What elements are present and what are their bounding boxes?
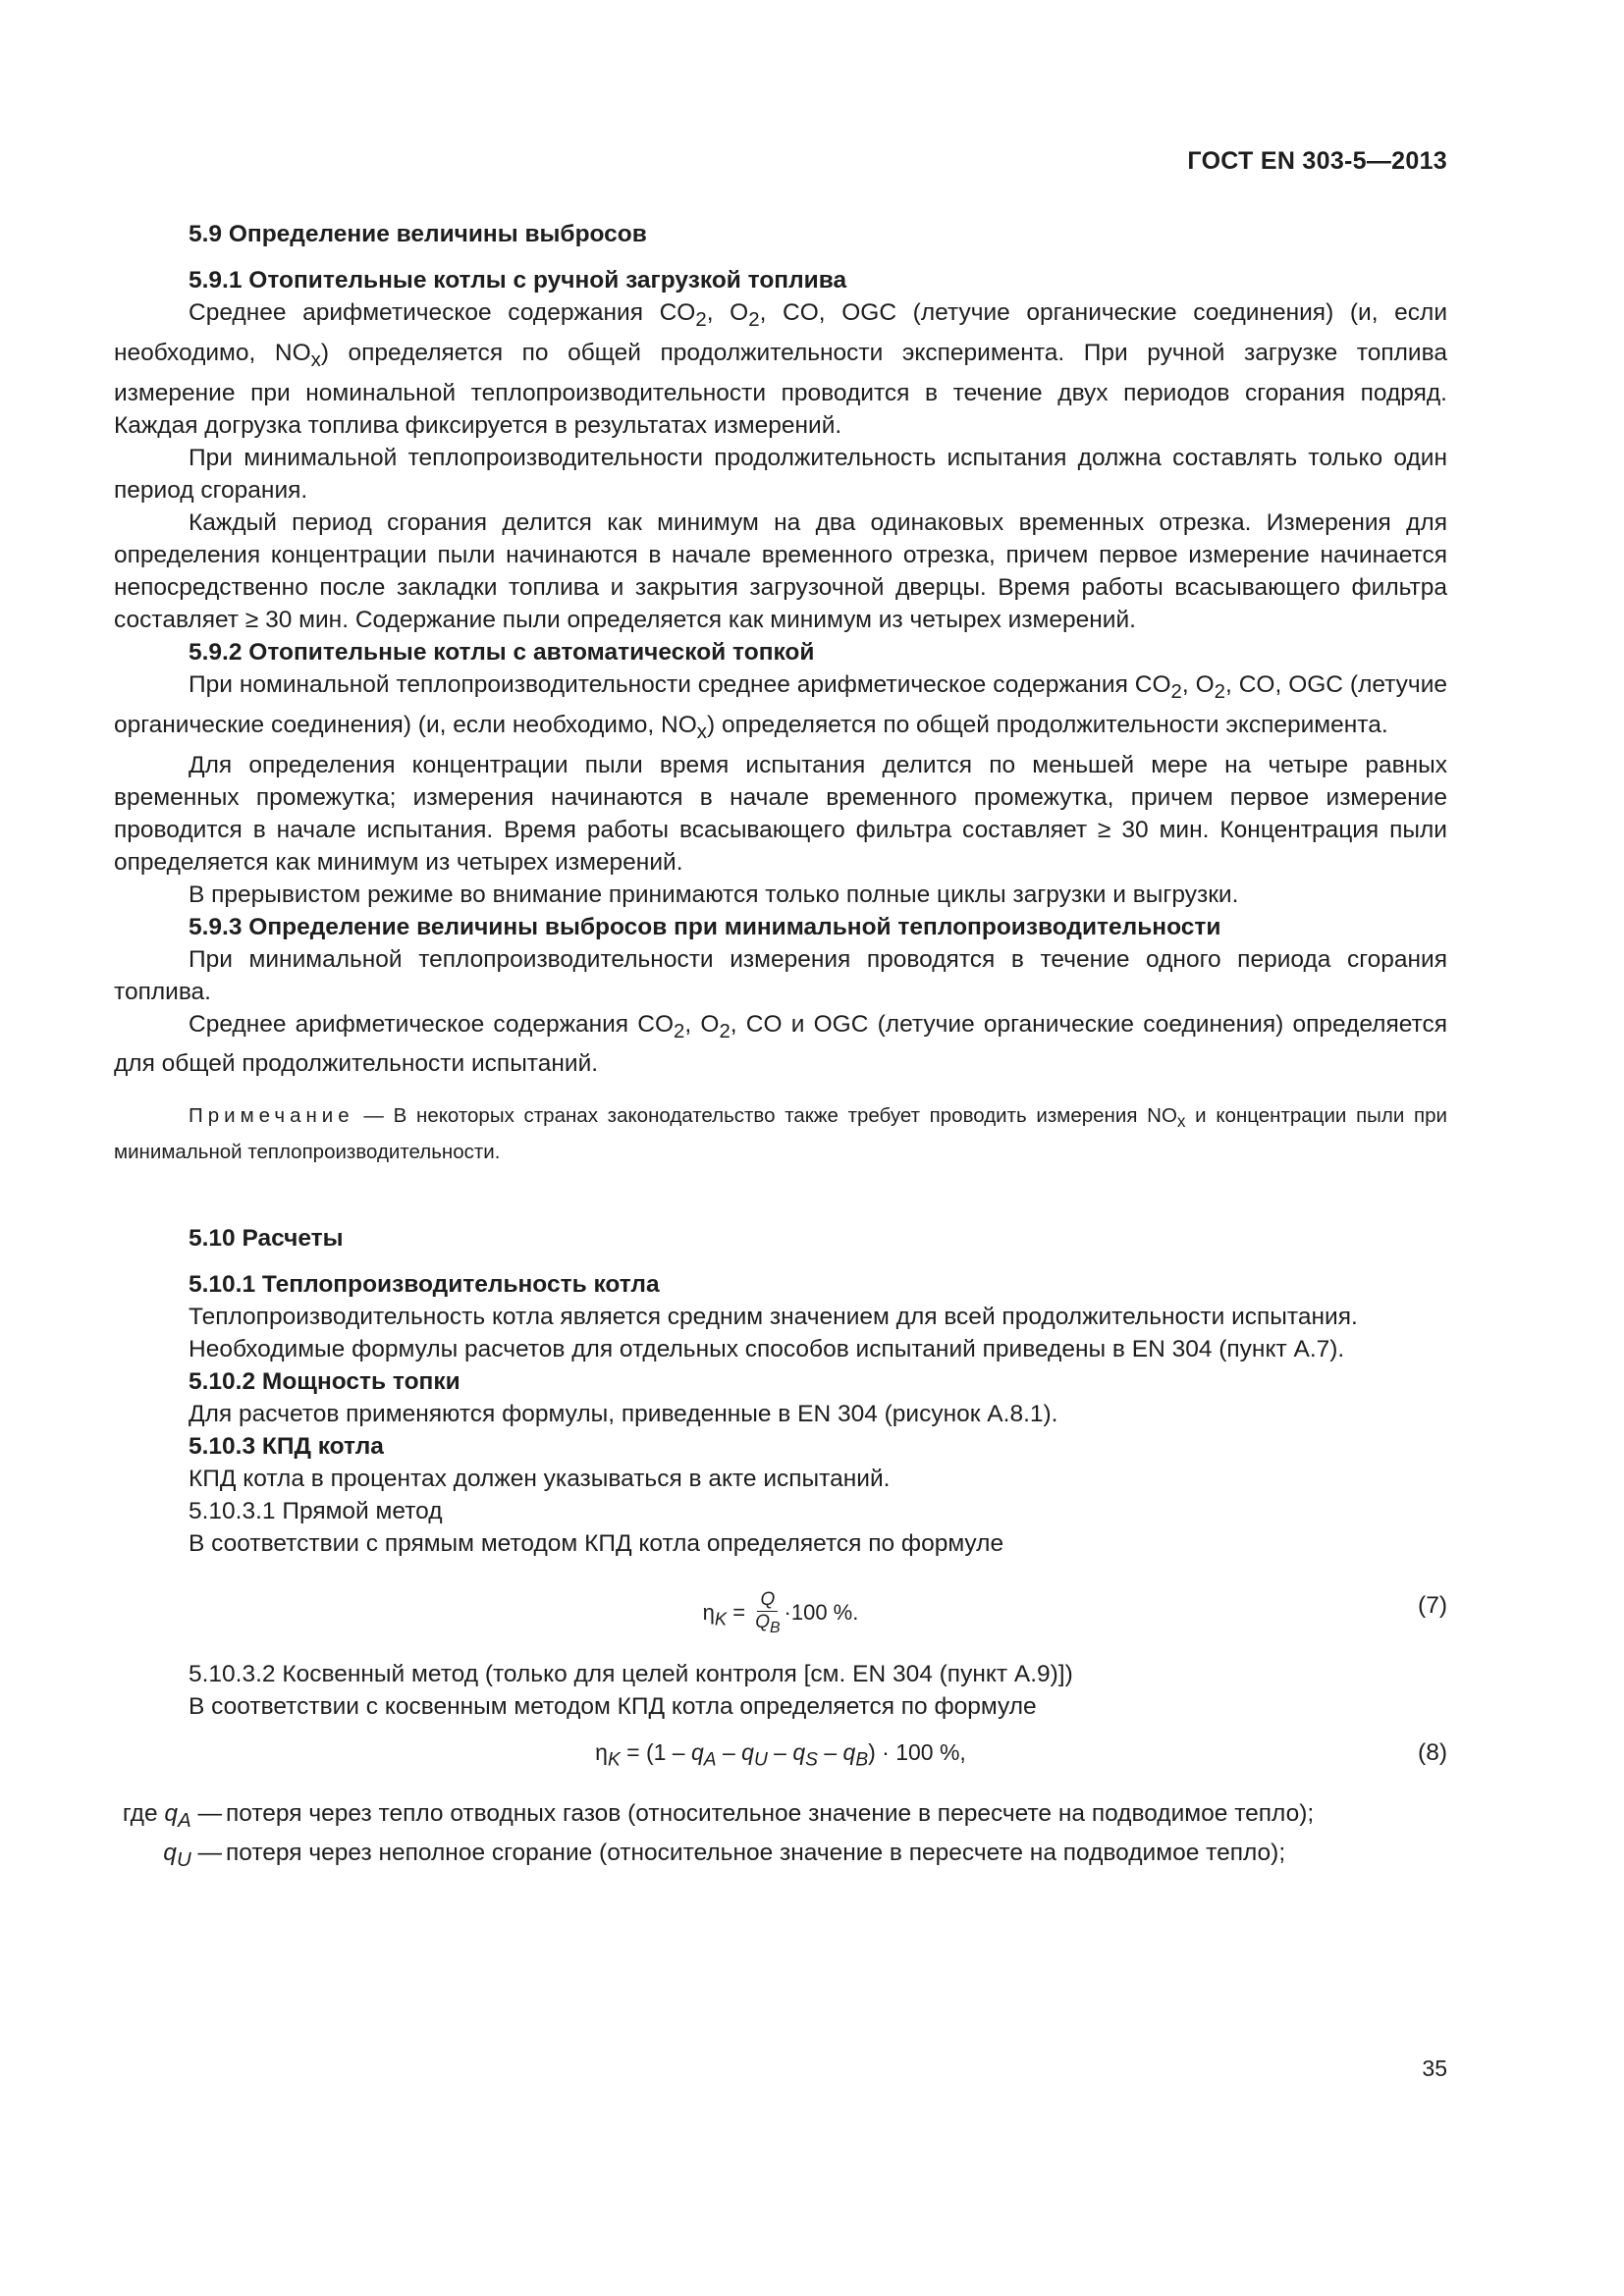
paragraph: В соответствии с прямым методом КПД котла определяется по формуле <box>189 1529 1004 1557</box>
definition-text: потеря через неполное сгорание (относительное значение в пересчете на подводимое тепло); <box>226 1840 1286 1867</box>
paragraph: Для расчетов применяются формулы, приведенные в EN 304 (рисунок А.8.1). <box>189 1400 1058 1427</box>
paragraph: Каждый период сгорания делится как минимум на два одинаковых временных отрезка. Измерения для определения концентрации пыли начинаются в начале временного отрезка, причем первое измерение начинается непосредственно после закладки топлива и закрытия загрузочной дверцы. Время работы всасывающего фильтра составляет ≥ 30 мин. Содержание пыли определяется как минимум из четырех измерений. <box>114 508 1447 633</box>
section-5-9-title: 5.9 Определение величины выбросов <box>189 221 647 247</box>
paragraph: Теплопроизводительность котла является средним значением для всей продолжительности испытания. <box>189 1303 1358 1330</box>
paragraph: В прерывистом режиме во внимание принимаются только полные циклы загрузки и выгрузки. <box>189 881 1239 908</box>
section-5-10-2-title: 5.10.2 Мощность топки <box>189 1367 460 1395</box>
formula-7-expression: $\eta_K$ = $\frac{Q}{Q_B}$ ·100 %. <box>114 1589 1447 1639</box>
definition-symbol: где $q_A$ — <box>122 1799 222 1832</box>
equation-number-7: (7) <box>1418 1591 1447 1619</box>
paragraph: Необходимые формулы расчетов для отдельных способов испытаний приведены в EN 304 (пункт А.7). <box>189 1335 1345 1362</box>
document-code: ГОСТ EN 303-5—2013 <box>1187 147 1447 175</box>
definition-symbol: $q_U$ — <box>163 1840 222 1872</box>
section-5-9-2-title: 5.9.2 Отопительные котлы с автоматической топкой <box>189 638 815 666</box>
paragraph: Для определения концентрации пыли время испытания делится по меньшей мере на четыре равных временных промежутка; измерения начинаются в начале временного промежутка, причем первое измерение проводится в начале испытания. Время работы всасывающего фильтра составляет ≥ 30 мин. Концентрация пыли определяется как минимум из четырех измерений. <box>114 751 1447 876</box>
section-5-10-3-1-title: 5.10.3.1 Прямой метод <box>189 1497 443 1524</box>
section-5-10-title: 5.10 Расчеты <box>189 1224 344 1252</box>
fraction: $\frac{Q}{Q_B}$ <box>755 1588 781 1636</box>
note-label: Примечание <box>189 1104 354 1128</box>
definition-qU <box>114 1837 1447 1877</box>
paragraph: В соответствии с косвенным методом КПД котла определяется по формуле <box>189 1692 1037 1720</box>
section-5-10-3-title: 5.10.3 КПД котла <box>189 1432 384 1460</box>
formula-7 <box>114 1579 1447 1638</box>
paragraph: При минимальной теплопроизводительности продолжительность испытания должна составлять только один период сгорания. <box>114 444 1447 504</box>
section-5-10-1-title: 5.10.1 Теплопроизводительность котла <box>189 1270 660 1298</box>
paragraph: Среднее арифметическое содержания $CO_2$, $O_2$, CO, OGC (летучие органические соединения) (и, если необходимо, $NO_x$) определяется по общей продолжительности эксперимента. При ручной загрузке топлива измерение при номинальной теплопроизводительности проводится в течение двух периодов сгорания подряд. Каждая догрузка топлива фиксируется в результатах измерений. <box>114 299 1448 439</box>
definitions-list <box>114 1797 1447 1878</box>
definition-text: потеря через тепло отводных газов (относительное значение в пересчете на подводимое тепло); <box>226 1799 1315 1827</box>
formula-8 <box>114 1736 1447 1776</box>
equation-number-8: (8) <box>1418 1738 1447 1766</box>
section-5-9-3-title: 5.9.3 Определение величины выбросов при минимальной теплопроизводительности <box>189 913 1221 940</box>
formula-8-expression: $\eta_K = (1 - q_A - q_U - q_S - q_B) \cdot 100$ %, <box>595 1738 966 1771</box>
note: Примечание — В некоторых странах законодательство также требует проводить измерения $NO_x$ и концентрации пыли при минимальной теплопроизводительности. <box>114 1104 1447 1163</box>
paragraph: При минимальной теплопроизводительности измерения проводятся в течение одного периода сгорания топлива. <box>114 945 1447 1005</box>
section-5-10-3-2-title: 5.10.3.2 Косвенный метод (только для целей контроля [см. EN 304 (пункт А.9)]) <box>189 1660 1073 1687</box>
definition-qA <box>114 1797 1447 1838</box>
page-content <box>114 218 1447 1877</box>
paragraph: При номинальной теплопроизводительности среднее арифметическое содержания $CO_2$, $O_2$, CO, OGC (летучие органические соединения) (и, если необходимо, $NO_x$) определяется по общей продолжительности эксперимента. <box>114 670 1448 743</box>
section-5-9-1-title: 5.9.1 Отопительные котлы с ручной загрузкой топлива <box>189 267 847 294</box>
paragraph: Среднее арифметическое содержания $CO_2$, $O_2$, CO и OGC (летучие органические соединения) определяется для общей продолжительности испытаний. <box>114 1010 1448 1078</box>
paragraph: КПД котла в процентах должен указываться в акте испытаний. <box>189 1465 891 1492</box>
page-number: 35 <box>1422 2056 1447 2081</box>
